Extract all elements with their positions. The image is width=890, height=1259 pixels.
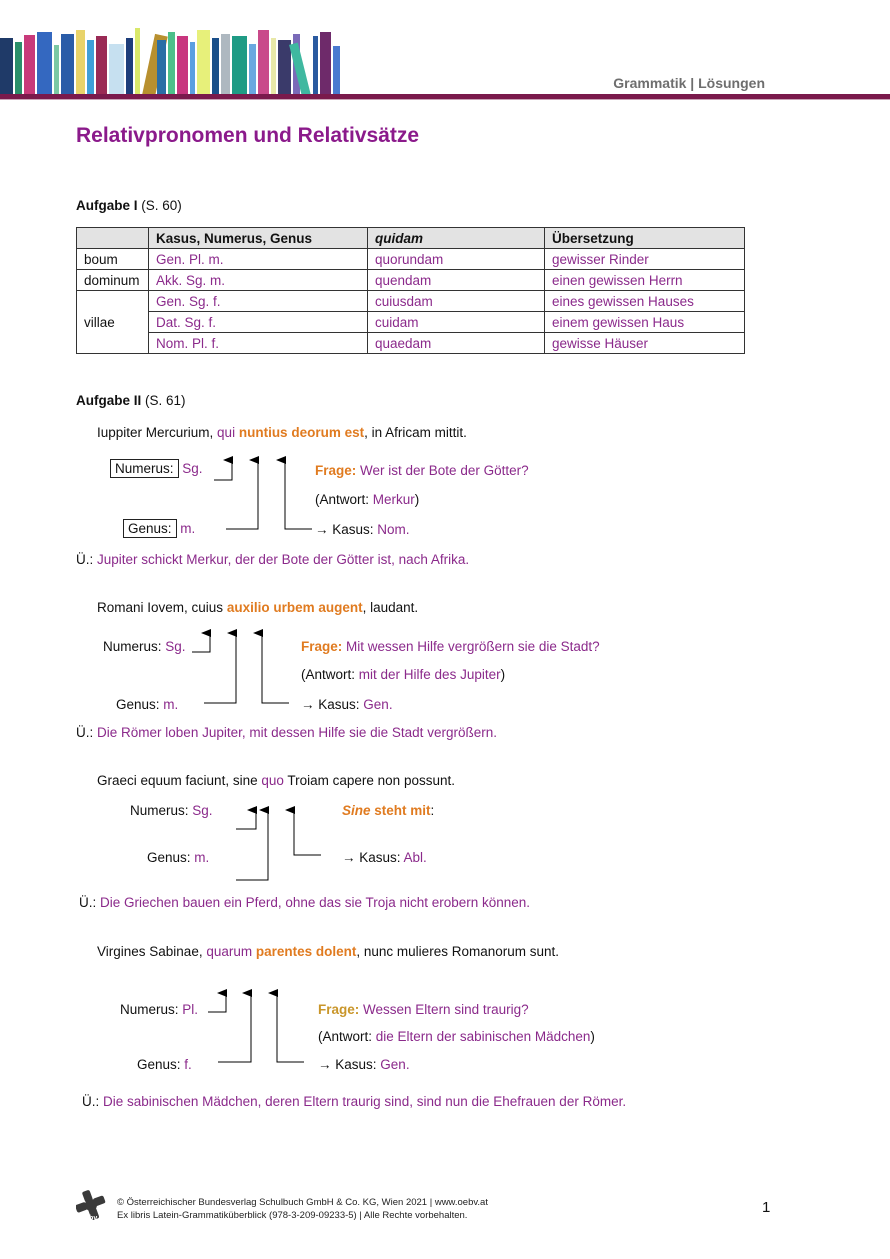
arrow-kasus-2	[262, 633, 289, 703]
aufgabe1-title: Aufgabe I	[76, 198, 138, 213]
bookshelf-illustration	[0, 0, 450, 96]
s3-sine-note	[342, 803, 434, 818]
s1-kasus	[315, 522, 410, 537]
s3-genus-label: Genus:	[147, 850, 191, 865]
s4-numerus-value: Pl.	[182, 1002, 199, 1017]
s3-ue-label: Ü.:	[79, 895, 97, 910]
s4-translation	[82, 1094, 626, 1109]
s2-kasus-label: → Kasus:	[301, 697, 360, 712]
s2-frage	[301, 639, 600, 654]
s4-kasus-value: Gen.	[380, 1057, 410, 1072]
table-header-translation: Übersetzung	[545, 228, 745, 249]
s1-kasus-label: → Kasus:	[315, 522, 374, 537]
s3-numerus-value: Sg.	[192, 803, 213, 818]
s1-antwort	[315, 492, 419, 507]
arrow-kasus-3	[294, 810, 321, 855]
publisher-logo-icon	[76, 1190, 106, 1222]
s4-kasus-label: → Kasus:	[318, 1057, 377, 1072]
sentence-1	[97, 425, 467, 440]
arrow-kasus-4	[277, 993, 304, 1062]
cell-kng: Gen. Sg. f.	[149, 291, 368, 312]
s1-numerus-value: Sg.	[182, 461, 203, 476]
s3-kasus	[342, 850, 427, 865]
s3-sine: Sine	[342, 803, 371, 818]
book-spine	[212, 38, 219, 96]
s2-genus-value: m.	[163, 697, 179, 712]
table-header-kng: Kasus, Numerus, Genus	[149, 228, 368, 249]
cell-quidam: cuidam	[368, 312, 545, 333]
arrow-numerus-1	[214, 460, 232, 480]
table-row	[77, 270, 745, 291]
s1-numerus	[110, 461, 203, 476]
s4-antwort-text: die Eltern der sabinischen Mädchen	[375, 1029, 591, 1044]
s4-frage-label: Frage:	[318, 1002, 360, 1017]
cell-word: villae	[77, 291, 149, 354]
page-title: Relativpronomen und Relativsätze	[76, 124, 420, 147]
cell-word: dominum	[77, 270, 149, 291]
book-spine	[109, 44, 124, 96]
quidam-table	[76, 227, 745, 354]
s4-antwort	[318, 1029, 595, 1044]
book-spine	[258, 30, 269, 96]
arrows-s1	[214, 460, 312, 529]
book-spine	[24, 35, 35, 96]
s2-antwort-label: (Antwort:	[301, 667, 356, 682]
s4-genus	[137, 1057, 192, 1072]
s4-ue-label: Ü.:	[82, 1094, 100, 1109]
s3-translation	[79, 895, 530, 910]
book-spine	[271, 38, 276, 96]
arrow-numerus-2	[192, 633, 210, 652]
s4-relative-pronoun: quarum	[206, 944, 253, 959]
s4-pre: Virgines Sabinae,	[97, 944, 207, 959]
s1-highlight: nuntius deorum est	[238, 425, 365, 440]
book-spine	[168, 32, 175, 96]
s3-kasus-value: Abl.	[403, 850, 427, 865]
s1-frage	[315, 463, 529, 478]
table-header-row	[77, 228, 745, 249]
s1-ue-label: Ü.:	[76, 552, 94, 567]
book-spine	[313, 36, 318, 96]
s2-genus-label: Genus:	[116, 697, 160, 712]
cell-kng: Gen. Pl. m.	[149, 249, 368, 270]
s2-kasus-value: Gen.	[363, 697, 393, 712]
s4-numerus	[120, 1002, 198, 1017]
arrow-genus-4	[218, 993, 251, 1062]
s3-pre: Graeci equum faciunt, sine	[97, 773, 262, 788]
book-spine	[320, 32, 331, 96]
s1-frage-label: Frage:	[315, 463, 357, 478]
s4-numerus-label: Numerus:	[120, 1002, 179, 1017]
sentence-4	[97, 944, 559, 959]
s3-post: Troiam capere non possunt.	[283, 773, 455, 788]
table-row	[77, 249, 745, 270]
book-spine	[37, 32, 52, 96]
book-spine	[61, 34, 74, 96]
aufgabe2-title: Aufgabe II	[76, 393, 142, 408]
s1-frage-text: Wer ist der Bote der Götter?	[360, 463, 529, 478]
s4-antwort-label: (Antwort:	[318, 1029, 373, 1044]
s1-post: , in Africam mittit.	[364, 425, 467, 440]
cell-translation: einen gewissen Herrn	[545, 270, 745, 291]
s4-kasus	[318, 1057, 410, 1072]
cell-kng: Nom. Pl. f.	[149, 333, 368, 354]
s3-numerus-label: Numerus:	[130, 803, 189, 818]
s1-antwort-close: )	[414, 492, 420, 507]
cell-quidam: cuiusdam	[368, 291, 545, 312]
book-spine	[278, 40, 291, 96]
cell-translation: eines gewissen Hauses	[545, 291, 745, 312]
s2-post: , laudant.	[362, 600, 419, 615]
book-spine	[197, 30, 210, 96]
cell-translation: gewisse Häuser	[545, 333, 745, 354]
book-spine	[157, 40, 166, 96]
s1-antwort-label: (Antwort:	[315, 492, 370, 507]
cell-kng: Akk. Sg. m.	[149, 270, 368, 291]
s1-translation	[76, 552, 469, 567]
cell-kng: Dat. Sg. f.	[149, 312, 368, 333]
book-spine	[232, 36, 247, 96]
header-rule-shadow	[0, 99, 890, 100]
sentence-2	[97, 600, 418, 615]
book-spine	[96, 36, 107, 96]
aufgabe1-page-ref: (S. 60)	[141, 198, 182, 213]
s2-antwort-close: )	[500, 667, 506, 682]
book-spine	[126, 38, 133, 96]
s2-antwort-text: mit der Hilfe des Jupiter	[358, 667, 501, 682]
page-number: 1	[762, 1199, 771, 1216]
s4-post: , nunc mulieres Romanorum sunt.	[356, 944, 559, 959]
arrows-s4	[208, 993, 304, 1062]
publisher-logo-text: öbv	[84, 1215, 98, 1222]
s2-numerus	[103, 639, 186, 654]
s2-numerus-value: Sg.	[165, 639, 186, 654]
cell-translation: einem gewissen Haus	[545, 312, 745, 333]
cell-word: boum	[77, 249, 149, 270]
book-spine	[221, 34, 230, 96]
s2-translation-text: Die Römer loben Jupiter, mit dessen Hilfe sie die Stadt vergrößern.	[97, 725, 497, 740]
arrow-genus-1	[226, 460, 258, 529]
arrow-genus-2	[204, 633, 236, 703]
s3-kasus-label: → Kasus:	[342, 850, 401, 865]
s4-antwort-close: )	[590, 1029, 595, 1044]
s4-frage-text: Wessen Eltern sind traurig?	[363, 1002, 529, 1017]
cell-quidam: quorundam	[368, 249, 545, 270]
s2-ue-label: Ü.:	[76, 725, 94, 740]
s1-genus-value: m.	[180, 521, 196, 536]
arrows-s2	[192, 633, 289, 703]
s3-colon: :	[430, 803, 435, 818]
s3-genus	[147, 850, 209, 865]
s2-pre: Romani Iovem, cuius	[97, 600, 227, 615]
book-spine	[333, 46, 340, 96]
s4-highlight: parentes dolent	[255, 944, 357, 959]
s2-frage-label: Frage:	[301, 639, 343, 654]
s3-relative-pronoun: quo	[261, 773, 284, 788]
book-spine	[190, 42, 195, 96]
table-header-quidam: quidam	[368, 228, 545, 249]
s2-frage-text: Mit wessen Hilfe vergrößern sie die Stadt?	[346, 639, 600, 654]
aufgabe2-page-ref: (S. 61)	[145, 393, 186, 408]
footer-copyright	[117, 1196, 488, 1222]
book-spine	[15, 42, 22, 96]
footer-line-2: Ex libris Latein-Grammatiküberblick (978-3-209-09233-5) | Alle Rechte vorbehalten.	[117, 1210, 468, 1221]
table-row	[77, 312, 745, 333]
s4-translation-text: Die sabinischen Mädchen, deren Eltern traurig sind, sind nun die Ehefrauen der Römer.	[103, 1094, 627, 1109]
table-row	[77, 291, 745, 312]
s1-relative-pronoun: qui	[217, 425, 236, 440]
aufgabe2-heading	[76, 393, 186, 408]
arrow-genus-3	[236, 810, 268, 880]
s1-genus	[123, 521, 195, 536]
s2-genus	[116, 697, 178, 712]
arrow-numerus-3	[236, 810, 256, 829]
s2-translation	[76, 725, 497, 740]
s3-numerus	[130, 803, 213, 818]
s2-numerus-label: Numerus:	[103, 639, 162, 654]
s3-genus-value: m.	[194, 850, 210, 865]
book-spine	[87, 40, 94, 96]
cell-quidam: quaedam	[368, 333, 545, 354]
s4-frage	[318, 1002, 529, 1017]
s1-antwort-text: Merkur	[372, 492, 415, 507]
book-spine	[249, 44, 256, 96]
s2-antwort	[301, 667, 505, 682]
s1-numerus-label: Numerus:	[110, 459, 179, 478]
arrow-kasus-1	[285, 460, 312, 529]
s4-genus-label: Genus:	[137, 1057, 181, 1072]
book-spine	[177, 36, 188, 96]
sentence-3	[97, 773, 455, 788]
s1-pre: Iuppiter Mercurium,	[97, 425, 218, 440]
cell-quidam: quendam	[368, 270, 545, 291]
table-header-empty	[77, 228, 149, 249]
s3-translation-text: Die Griechen bauen ein Pferd, ohne das sie Troja nicht erobern können.	[100, 895, 531, 910]
s1-kasus-value: Nom.	[377, 522, 410, 537]
arrow-numerus-4	[208, 993, 226, 1012]
book-spine	[0, 38, 13, 96]
s4-genus-value: f.	[184, 1057, 192, 1072]
s2-highlight: auxilio urbem augent	[226, 600, 363, 615]
s3-steht-mit: steht mit	[370, 803, 431, 818]
section-label: Grammatik | Lösungen	[613, 75, 765, 91]
s2-kasus	[301, 697, 393, 712]
footer-line-1: © Österreichischer Bundesverlag Schulbuch GmbH & Co. KG, Wien 2021 | www.oebv.at	[117, 1197, 488, 1208]
arrows-s3	[236, 810, 321, 880]
aufgabe1-heading	[76, 198, 182, 213]
table-row	[77, 333, 745, 354]
s1-genus-label: Genus:	[123, 519, 177, 538]
cell-translation: gewisser Rinder	[545, 249, 745, 270]
book-spine	[76, 30, 85, 96]
book-spine	[135, 28, 140, 96]
s1-translation-text: Jupiter schickt Merkur, der der Bote der Götter ist, nach Afrika.	[97, 552, 470, 567]
book-spine	[54, 45, 59, 96]
